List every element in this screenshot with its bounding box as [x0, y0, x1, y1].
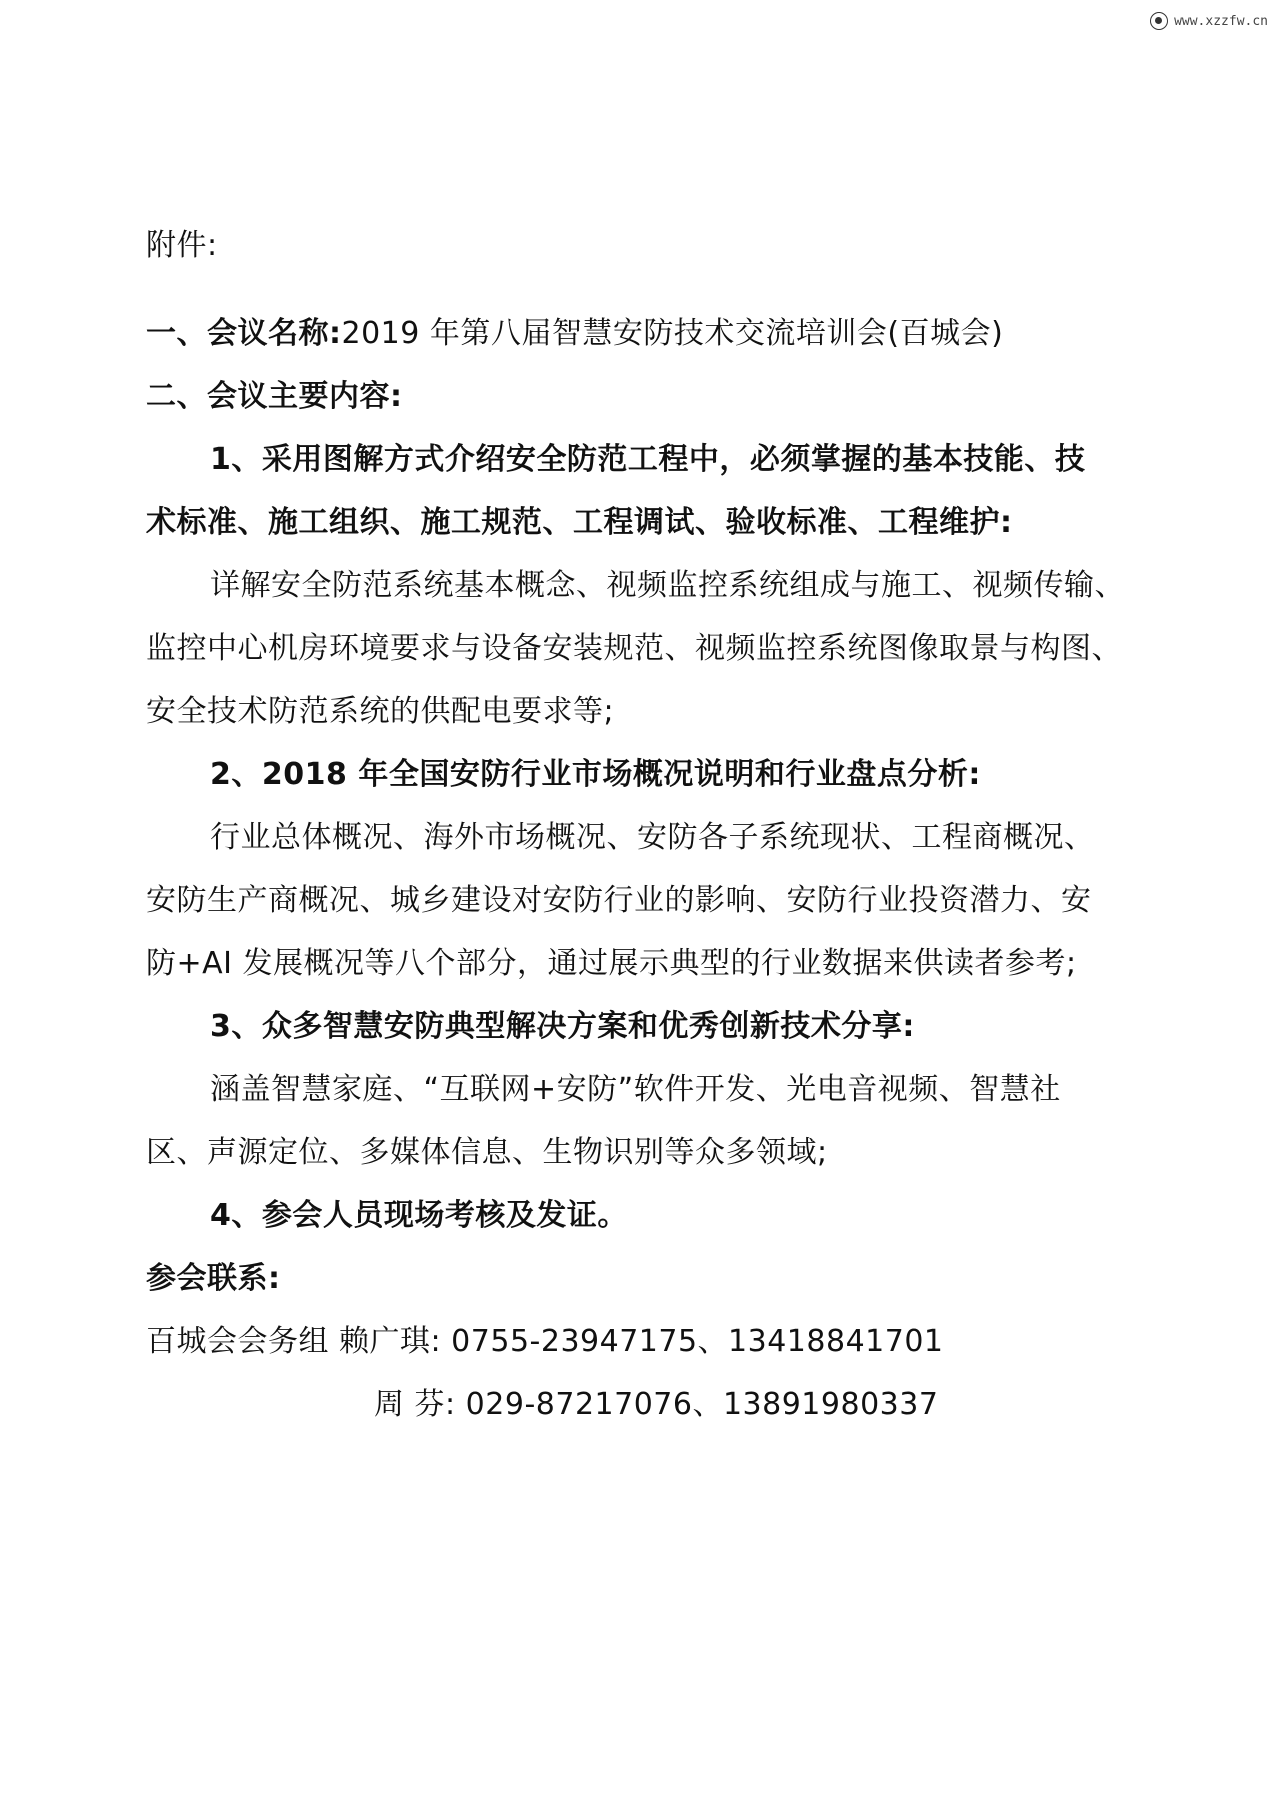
- item-1-body-line-2: 监控中心机房环境要求与设备安装规范、视频监控系统图像取景与构图、: [146, 631, 1122, 666]
- contact-line-2: 周 芬: 029-87217076、13891980337: [374, 1387, 939, 1422]
- contact-line-1: 百城会会务组 赖广琪: 0755-23947175、13418841701: [146, 1324, 944, 1359]
- item-1-body-line-3: 安全技术防范系统的供配电要求等;: [146, 694, 615, 729]
- item-2-body-line-2: 安防生产商概况、城乡建设对安防行业的影响、安防行业投资潜力、安: [146, 883, 1092, 918]
- item-3-body-line-1: 涵盖智慧家庭、“互联网+安防”软件开发、光电音视频、智慧社: [210, 1072, 1061, 1107]
- item-3-body-line-2: 区、声源定位、多媒体信息、生物识别等众多领域;: [146, 1135, 828, 1170]
- contact-heading: 参会联系:: [146, 1261, 281, 1296]
- item-1-body-line-1: 详解安全防范系统基本概念、视频监控系统组成与施工、视频传输、: [210, 568, 1125, 603]
- attachment-label: 附件:: [146, 228, 218, 263]
- item-3-title: 3、众多智慧安防典型解决方案和优秀创新技术分享:: [210, 1009, 915, 1044]
- section-1-heading: 一、会议名称:: [146, 316, 342, 351]
- watermark-text: www.xzzfw.cn: [1174, 13, 1268, 29]
- meeting-name: 2019 年第八届智慧安防技术交流培训会(百城会): [341, 316, 1004, 351]
- item-2-body-line-3: 防+AI 发展概况等八个部分，通过展示典型的行业数据来供读者参考;: [146, 946, 1077, 981]
- item-2-body-line-1: 行业总体概况、海外市场概况、安防各子系统现状、工程商概况、: [210, 820, 1095, 855]
- item-1-title-line-1: 1、采用图解方式介绍安全防范工程中，必须掌握的基本技能、技: [210, 442, 1086, 477]
- section-2-heading: 二、会议主要内容:: [146, 379, 403, 414]
- item-2-title: 2、2018 年全国安防行业市场概况说明和行业盘点分析:: [210, 757, 981, 792]
- section-1: [146, 314, 1003, 354]
- item-1-title-line-2: 术标准、施工组织、施工规范、工程调试、验收标准、工程维护:: [146, 505, 1013, 540]
- item-4-title: 4、参会人员现场考核及发证。: [210, 1198, 628, 1233]
